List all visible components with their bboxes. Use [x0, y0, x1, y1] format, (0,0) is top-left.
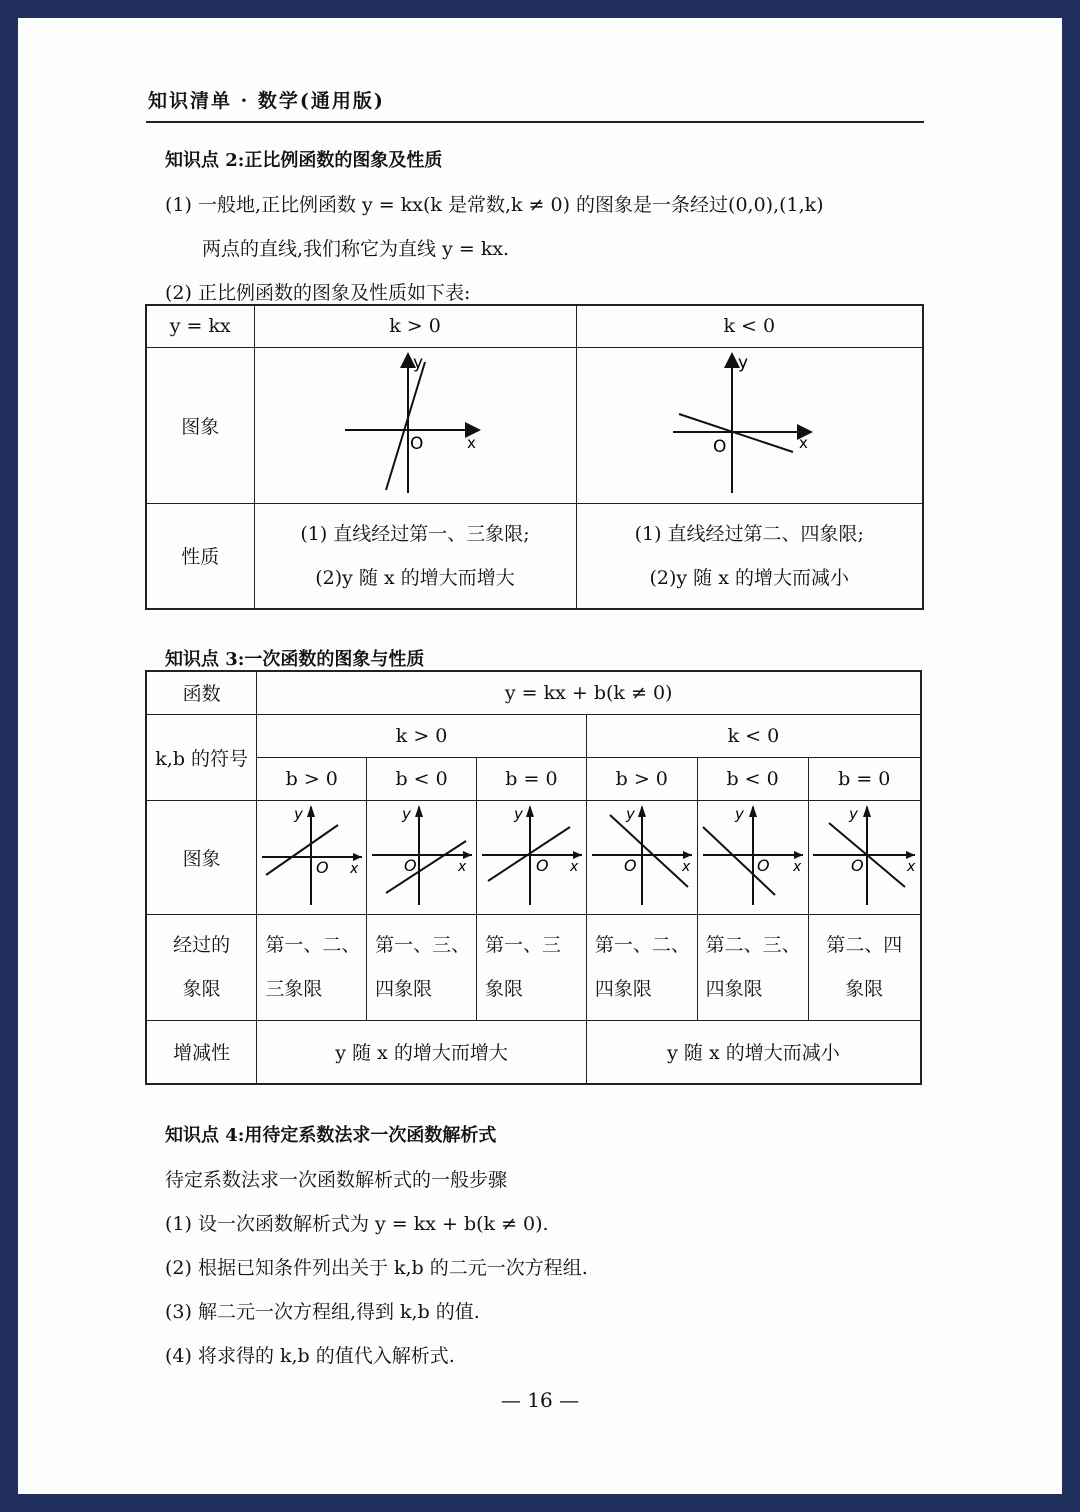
t2-func-label: 函数	[146, 671, 257, 714]
origin-label: O	[851, 855, 864, 875]
x-label: x	[466, 433, 476, 452]
y-label: y	[402, 804, 411, 823]
x-arrow	[353, 853, 362, 861]
y-label: y	[849, 804, 859, 823]
y-arrow	[638, 805, 646, 817]
t2-func: y = kx + b(k ≠ 0)	[257, 671, 921, 714]
y-label: y	[734, 804, 744, 823]
proportional-function-table	[145, 304, 924, 610]
t2-graph-cell	[477, 800, 587, 914]
t2-graph-cell	[257, 800, 367, 914]
t2-quad-cell	[808, 914, 921, 1020]
x-label: x	[681, 858, 691, 875]
t2-k-pos: k > 0	[257, 714, 586, 757]
origin-label: O	[712, 436, 726, 457]
kp4-step: (1) 设一次函数解析式为 y = kx + b(k ≠ 0).	[165, 1213, 549, 1235]
quad-line: 象限	[485, 978, 524, 1000]
quad-line: 四象限	[705, 978, 763, 1000]
line-k-positive	[386, 362, 425, 490]
graph-kpos-bpos	[258, 801, 365, 909]
t2-graph-cell	[808, 800, 921, 914]
x-arrow	[906, 851, 915, 859]
graph-kneg-bzero	[809, 801, 919, 909]
kp4-step: (3) 解二元一次方程组,得到 k,b 的值.	[165, 1301, 480, 1323]
graph-kpos-bzero	[478, 801, 585, 909]
t2-image-label: 图象	[146, 800, 257, 914]
graph-kneg	[577, 348, 924, 498]
graph-line	[386, 841, 466, 893]
t2-quad-cell	[477, 914, 587, 1020]
y-label: y	[513, 804, 523, 823]
running-header: 知识清单 · 数学(通用版)	[148, 90, 385, 112]
origin-label: O	[756, 855, 770, 875]
y-label: y	[294, 804, 304, 823]
t2-mono-pos: y 随 x 的增大而增大	[257, 1020, 586, 1084]
quad-line: 第一、二、	[265, 934, 361, 956]
t1-header-kpos: k > 0	[254, 305, 576, 347]
t2-mono-label: 增减性	[146, 1020, 257, 1084]
prop-line: (1) 直线经过第一、三象限;	[300, 522, 530, 545]
x-label: x	[350, 860, 359, 877]
t2-b-case: b < 0	[367, 757, 477, 800]
origin-label: O	[409, 433, 423, 454]
quad-line: 第一、三、	[375, 934, 471, 956]
quad-label-line: 经过的	[173, 934, 231, 956]
t2-quad-cell	[586, 914, 697, 1020]
x-arrow	[573, 851, 582, 859]
x-arrow	[463, 851, 472, 859]
t1-header-kneg: k < 0	[576, 305, 923, 347]
x-label: x	[798, 433, 808, 452]
y-arrow	[526, 805, 534, 817]
quad-label-line: 象限	[182, 978, 221, 1000]
t1-graph-kneg	[576, 347, 923, 503]
y-label: y	[625, 804, 635, 823]
t2-quad-cell	[257, 914, 367, 1020]
t2-quad-cell	[367, 914, 477, 1020]
kp4-intro: 待定系数法求一次函数解析式的一般步骤	[165, 1169, 508, 1191]
header-rule	[146, 121, 924, 123]
x-label: x	[792, 858, 801, 875]
kp3-title: 知识点 3:一次函数的图象与性质	[165, 649, 425, 670]
quad-line: 第二、三、	[705, 934, 801, 956]
graph-kneg-bneg	[699, 801, 807, 909]
t2-graph-cell	[586, 800, 697, 914]
prop-line: (2)y 随 x 的增大而增大	[315, 566, 515, 589]
t2-quad-cell	[697, 914, 808, 1020]
quad-line: 象限	[845, 978, 884, 1000]
origin-label: O	[623, 855, 637, 875]
quad-line: 四象限	[375, 978, 433, 1000]
t1-props-kneg	[576, 503, 923, 609]
y-arrow	[415, 805, 423, 817]
x-label: x	[458, 858, 467, 875]
kp2-line1: (1) 一般地,正比例函数 y = kx(k 是常数,k ≠ 0) 的图象是一条经过(0,0),(1,k)	[165, 194, 824, 216]
quad-line: 第一、三	[485, 934, 562, 956]
kp4-title: 知识点 4:用待定系数法求一次函数解析式	[165, 1125, 497, 1146]
t1-image-label: 图象	[146, 347, 254, 503]
y-arrow	[749, 805, 757, 817]
x-arrow	[683, 851, 692, 859]
page-number: — 16 —	[500, 1388, 580, 1412]
t2-graph-cell	[367, 800, 477, 914]
kp4-step: (4) 将求得的 k,b 的值代入解析式.	[165, 1345, 455, 1367]
t2-b-case: b > 0	[586, 757, 697, 800]
t2-b-case: b = 0	[477, 757, 587, 800]
t1-graph-kpos	[254, 347, 576, 503]
graph-kneg-bpos	[588, 801, 696, 909]
prop-line: (2)y 随 x 的增大而减小	[649, 566, 849, 589]
x-arrow	[794, 851, 803, 859]
graph-line	[610, 815, 688, 887]
y-label: y	[412, 352, 423, 373]
quad-line: 第一、二、	[594, 934, 690, 956]
t2-sign-label: k,b 的符号	[146, 714, 257, 800]
graph-kpos	[255, 348, 577, 498]
y-arrow	[863, 805, 871, 817]
linear-function-table	[145, 670, 922, 1085]
t2-k-neg: k < 0	[586, 714, 921, 757]
t1-props-kpos	[254, 503, 576, 609]
origin-label: O	[535, 855, 549, 875]
t2-b-case: b < 0	[697, 757, 808, 800]
x-label: x	[907, 858, 916, 875]
quad-line: 第二、四	[826, 934, 903, 956]
origin-label: O	[316, 857, 329, 877]
kp4-step: (2) 根据已知条件列出关于 k,b 的二元一次方程组.	[165, 1257, 588, 1279]
quad-line: 四象限	[594, 978, 652, 1000]
t1-header-func: y = kx	[146, 305, 254, 347]
t1-prop-label: 性质	[146, 503, 254, 609]
quad-line: 三象限	[265, 978, 323, 1000]
prop-line: (1) 直线经过第二、四象限;	[634, 522, 864, 545]
t2-mono-neg: y 随 x 的增大而减小	[586, 1020, 921, 1084]
kp2-title: 知识点 2:正比例函数的图象及性质	[165, 150, 443, 171]
y-arrow	[307, 805, 315, 817]
kp2-line2: 两点的直线,我们称它为直线 y = kx.	[202, 238, 510, 260]
kp2-line3: (2) 正比例函数的图象及性质如下表:	[165, 282, 471, 304]
x-label: x	[569, 858, 579, 875]
y-label: y	[737, 352, 748, 373]
origin-label: O	[404, 855, 417, 875]
t2-b-case: b = 0	[808, 757, 921, 800]
t2-b-case: b > 0	[257, 757, 367, 800]
t2-graph-cell	[697, 800, 808, 914]
t2-quad-label	[146, 914, 257, 1020]
graph-kpos-bneg	[368, 801, 475, 909]
